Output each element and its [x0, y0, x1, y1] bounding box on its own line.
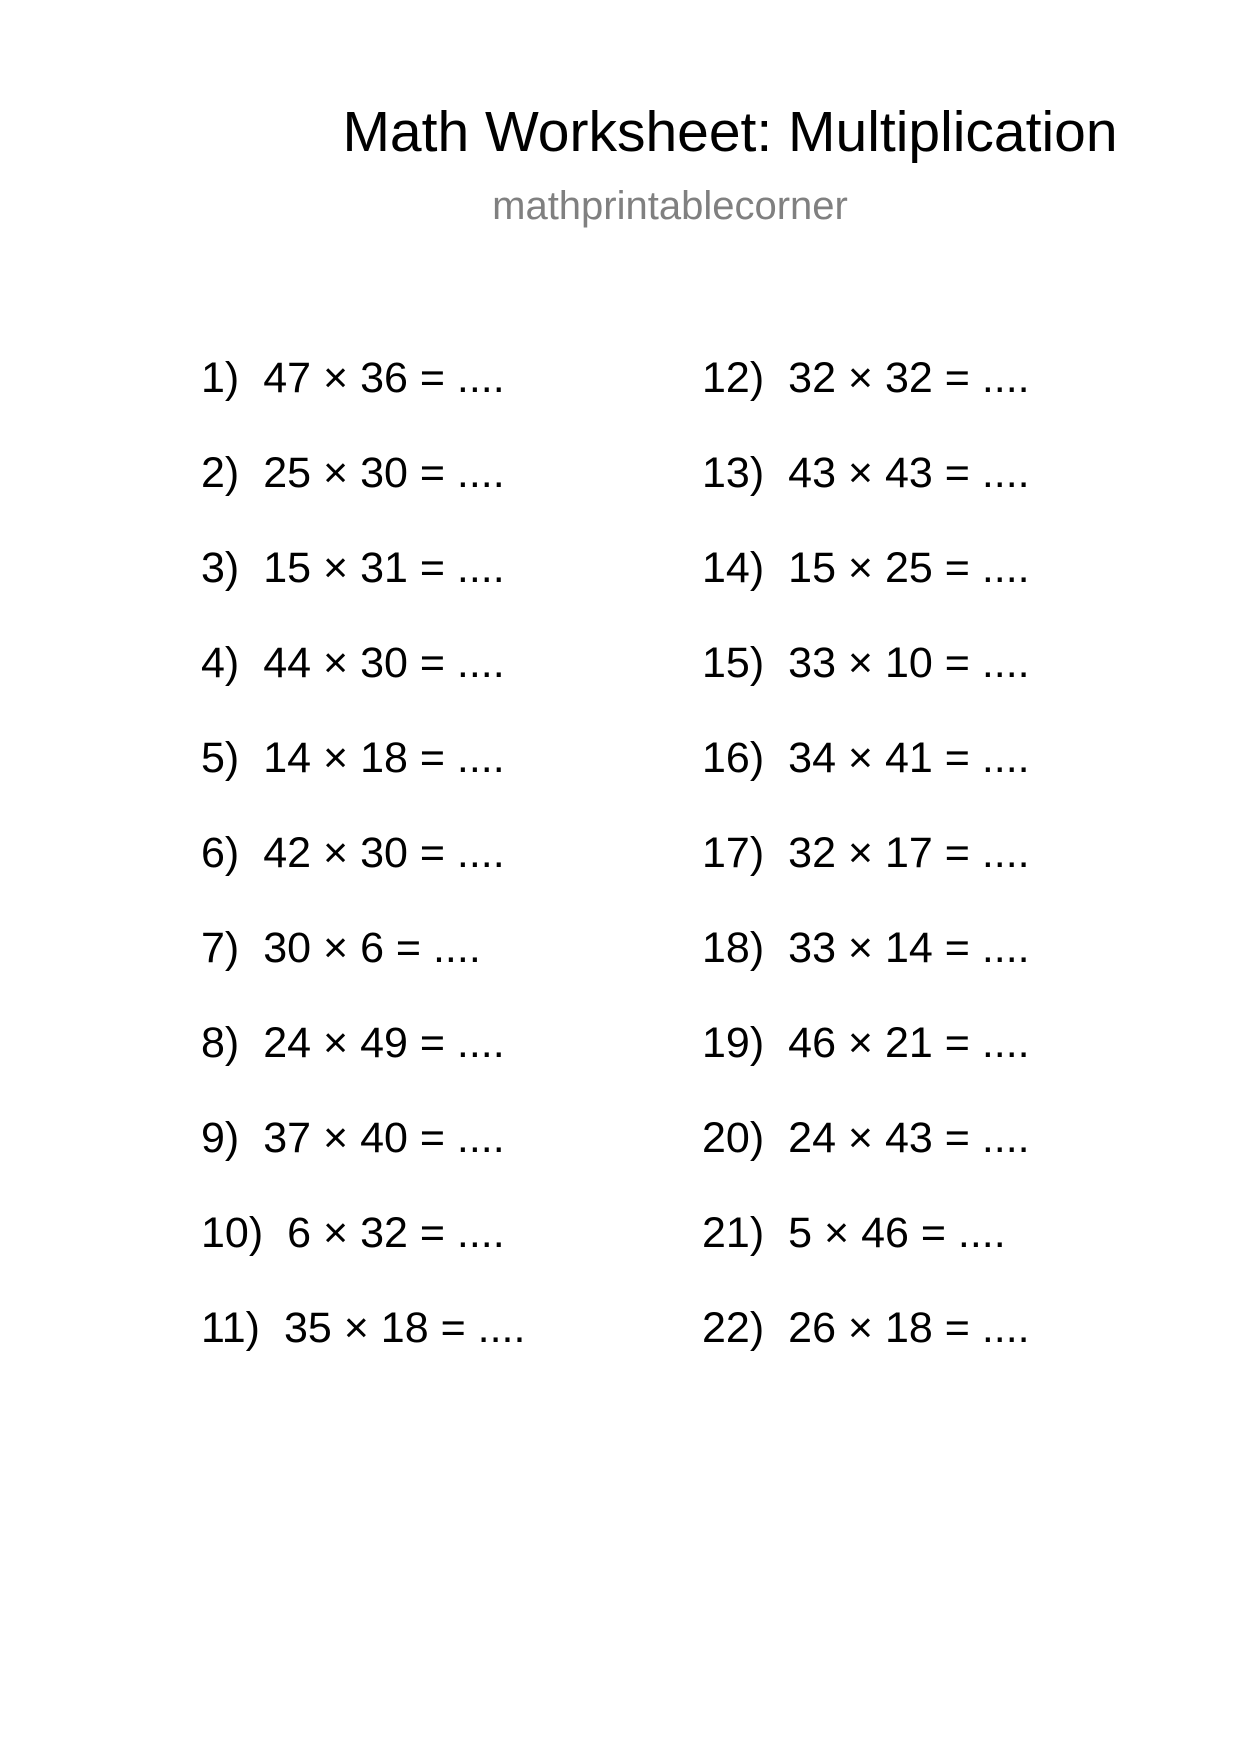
problem-item	[201, 1015, 525, 1110]
problem-expression: 6 × 32 = ....	[287, 1209, 505, 1257]
problem-expression: 14 × 18 = ....	[263, 734, 505, 782]
problem-list-right	[702, 350, 1030, 1395]
problem-item	[702, 540, 1030, 635]
problem-item	[201, 540, 525, 635]
problem-expression: 35 × 18 = ....	[283, 1304, 526, 1352]
problem-expression: 32 × 17 = ....	[788, 829, 1030, 877]
problem-expression: 30 × 6 = ....	[263, 924, 481, 972]
problem-item	[201, 825, 525, 920]
problem-expression: 43 × 43 = ....	[788, 449, 1030, 497]
problem-item	[702, 445, 1030, 540]
problem-number: 13)	[702, 449, 765, 497]
problem-number: 1)	[201, 354, 240, 402]
problem-number: 11)	[201, 1304, 260, 1352]
problem-number: 14)	[702, 544, 765, 592]
problem-expression: 33 × 14 = ....	[788, 924, 1030, 972]
problem-item	[201, 350, 525, 445]
problem-expression: 24 × 49 = ....	[263, 1019, 505, 1067]
problem-number: 18)	[702, 924, 765, 972]
problem-item	[702, 1300, 1030, 1395]
problem-item	[201, 635, 525, 730]
problem-item	[201, 445, 525, 540]
problem-number: 19)	[702, 1019, 765, 1067]
problem-number: 7)	[201, 924, 240, 972]
problem-item	[702, 825, 1030, 920]
problem-item	[201, 1110, 525, 1205]
problem-expression: 24 × 43 = ....	[788, 1114, 1030, 1162]
problem-number: 15)	[702, 639, 765, 687]
problem-item	[702, 1205, 1030, 1300]
problem-item	[702, 920, 1030, 1015]
problem-item	[702, 1110, 1030, 1205]
problem-expression: 25 × 30 = ....	[263, 449, 505, 497]
problem-number: 8)	[201, 1019, 240, 1067]
problem-number: 10)	[201, 1209, 264, 1257]
problem-expression: 5 × 46 = ....	[788, 1209, 1006, 1257]
problem-number: 4)	[201, 639, 240, 687]
problem-item	[201, 920, 525, 1015]
problem-item	[201, 1300, 525, 1395]
problem-number: 22)	[702, 1304, 765, 1352]
problem-number: 2)	[201, 449, 240, 497]
problem-expression: 26 × 18 = ....	[788, 1304, 1030, 1352]
problem-expression: 32 × 32 = ....	[788, 354, 1030, 402]
problem-expression: 34 × 41 = ....	[788, 734, 1030, 782]
problem-expression: 46 × 21 = ....	[788, 1019, 1030, 1067]
problem-item	[201, 1205, 525, 1300]
problem-number: 3)	[201, 544, 240, 592]
problem-item	[702, 635, 1030, 730]
problem-item	[702, 1015, 1030, 1110]
problem-number: 20)	[702, 1114, 765, 1162]
problem-number: 17)	[702, 829, 765, 877]
page-subtitle: mathprintablecorner	[492, 184, 848, 228]
problem-number: 16)	[702, 734, 765, 782]
problem-expression: 15 × 31 = ....	[263, 544, 505, 592]
problem-number: 5)	[201, 734, 240, 782]
problem-expression: 42 × 30 = ....	[263, 829, 505, 877]
problem-number: 6)	[201, 829, 240, 877]
problem-number: 9)	[201, 1114, 240, 1162]
problem-expression: 33 × 10 = ....	[788, 639, 1030, 687]
page-title: Math Worksheet: Multiplication	[342, 100, 1118, 164]
problem-item	[702, 730, 1030, 825]
problem-expression: 44 × 30 = ....	[263, 639, 505, 687]
problem-number: 12)	[702, 354, 765, 402]
problem-number: 21)	[702, 1209, 765, 1257]
problem-expression: 47 × 36 = ....	[263, 354, 505, 402]
problem-item	[702, 350, 1030, 445]
problem-item	[201, 730, 525, 825]
problem-expression: 37 × 40 = ....	[263, 1114, 505, 1162]
problem-expression: 15 × 25 = ....	[788, 544, 1030, 592]
problem-list-left	[201, 350, 525, 1395]
